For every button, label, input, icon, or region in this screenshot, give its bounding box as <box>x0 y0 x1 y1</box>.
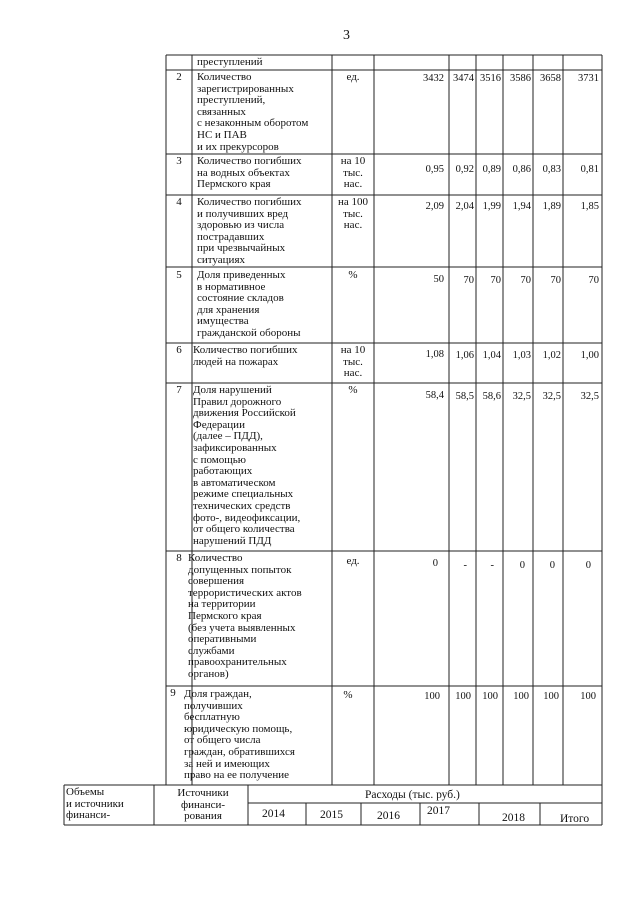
row-8-number: 8 <box>176 552 182 564</box>
row-8-value-2017: 0 <box>519 560 525 571</box>
funding-volumes-label: Объемы и источники финанси- <box>66 786 124 822</box>
expenses-header: Расходы (тыс. руб.) <box>365 789 460 801</box>
row-4-unit: на 100 тыс. нас. <box>337 196 369 232</box>
row-6-unit: на 10 тыс. нас. <box>340 344 366 380</box>
row-8-value-2018: 0 <box>549 560 555 571</box>
year-2016-header: 2016 <box>377 810 400 822</box>
year-2018-header: 2018 <box>502 812 525 824</box>
row-7-value-2019: 32,5 <box>580 391 599 402</box>
row-9-name: Доля граждан, получивших бесплатную юридическую помощь, от общего числа граждан, обратившихся за ней и имеющих право на ее получение <box>184 688 295 782</box>
row-7-unit: % <box>348 384 358 396</box>
row-6-value-2019: 1,00 <box>580 350 599 361</box>
row-4-value-2015: 2,04 <box>455 201 474 212</box>
row-1-name: преступлений <box>197 56 263 68</box>
row-2-unit: ед. <box>346 71 360 83</box>
row-3-value-2019: 0,81 <box>580 164 599 175</box>
row-9-value-2014: 100 <box>424 691 440 702</box>
row-6-number: 6 <box>176 344 182 356</box>
year-2014-header: 2014 <box>262 808 285 820</box>
row-9-value-2018: 100 <box>543 691 559 702</box>
row-4-value-2018: 1,89 <box>542 201 561 212</box>
row-3-value-2015: 0,92 <box>455 164 474 175</box>
row-3-value-2018: 0,83 <box>542 164 561 175</box>
year-2015-header: 2015 <box>320 809 343 821</box>
row-3-unit: на 10 тыс. нас. <box>340 155 366 191</box>
total-header: Итого <box>560 813 590 825</box>
row-4-number: 4 <box>176 196 182 208</box>
row-6-value-2015: 1,06 <box>455 350 474 361</box>
row-5-name: Доля приведенных в нормативное состояние складов для хранения имущества гражданской обороны <box>197 269 301 339</box>
row-6-name: Количество погибших людей на пожарах <box>193 344 298 368</box>
row-9-number: 9 <box>170 687 176 699</box>
row-9-unit: % <box>343 689 353 701</box>
row-2-value-2014: 3432 <box>423 73 444 84</box>
row-5-value-2019: 70 <box>588 275 599 286</box>
row-8-name: Количество допущенных попыток совершения террористических актов на территории Пермского края (без учета выявленных оперативными службами правоохранительных органов) <box>188 552 302 680</box>
row-2-value-2019: 3731 <box>578 73 599 84</box>
row-9-value-2019: 100 <box>580 691 596 702</box>
row-4-value-2017: 1,94 <box>512 201 531 212</box>
row-7-value-2014: 58,4 <box>425 390 444 401</box>
row-5-value-2018: 70 <box>550 275 561 286</box>
row-7-name: Доля нарушений Правил дорожного движения Российской Федерации (далее – ПДД), зафиксированных с помощью работающих в автоматическом режиме специальных технических средств фото-, видеофиксации, от общего количества нарушений ПДД <box>193 384 301 547</box>
page-number: 3 <box>343 28 350 43</box>
row-4-value-2016: 1,99 <box>482 201 501 212</box>
row-8-value-2019: 0 <box>585 560 591 571</box>
row-8-unit: ед. <box>346 555 360 567</box>
row-8-value-2015: - <box>463 560 467 571</box>
row-7-value-2016: 58,6 <box>482 391 501 402</box>
row-7-value-2018: 32,5 <box>542 391 561 402</box>
row-9-value-2016: 100 <box>482 691 498 702</box>
row-7-value-2017: 32,5 <box>512 391 531 402</box>
row-8-value-2016: - <box>490 560 494 571</box>
row-2-name: Количество зарегистрированных преступлений, связанных с незаконным оборотом НС и ПАВ и их прекурсоров <box>197 71 309 153</box>
row-6-value-2016: 1,04 <box>482 350 501 361</box>
row-9-value-2015: 100 <box>455 691 471 702</box>
row-6-value-2017: 1,03 <box>512 350 531 361</box>
row-2-value-2016: 3516 <box>480 73 501 84</box>
row-5-value-2014: 50 <box>433 274 444 285</box>
row-5-value-2015: 70 <box>463 275 474 286</box>
row-9-value-2017: 100 <box>513 691 529 702</box>
row-3-value-2014: 0,95 <box>425 164 444 175</box>
row-3-value-2017: 0,86 <box>512 164 531 175</box>
row-7-value-2015: 58,5 <box>455 391 474 402</box>
row-6-value-2018: 1,02 <box>542 350 561 361</box>
row-2-value-2018: 3658 <box>540 73 561 84</box>
row-4-value-2014: 2,09 <box>425 201 444 212</box>
row-5-unit: % <box>348 269 358 281</box>
row-5-value-2017: 70 <box>520 275 531 286</box>
row-5-number: 5 <box>176 269 182 281</box>
row-2-value-2017: 3586 <box>510 73 531 84</box>
row-7-number: 7 <box>176 384 182 396</box>
year-2017-header: 2017 <box>427 805 450 817</box>
row-6-value-2014: 1,08 <box>425 349 444 360</box>
row-2-value-2015: 3474 <box>453 73 474 84</box>
funding-sources-label: Источники финанси- рования <box>177 787 229 823</box>
row-3-number: 3 <box>176 155 182 167</box>
row-3-value-2016: 0,89 <box>482 164 501 175</box>
row-2-number: 2 <box>176 71 182 83</box>
row-3-name: Количество погибших на водных объектах Пермского края <box>197 155 302 191</box>
row-4-value-2019: 1,85 <box>580 201 599 212</box>
row-4-name: Количество погибших и получивших вред здоровью из числа пострадавших при чрезвычайных ситуациях <box>197 196 302 266</box>
row-5-value-2016: 70 <box>490 275 501 286</box>
row-8-value-2014: 0 <box>432 558 438 569</box>
